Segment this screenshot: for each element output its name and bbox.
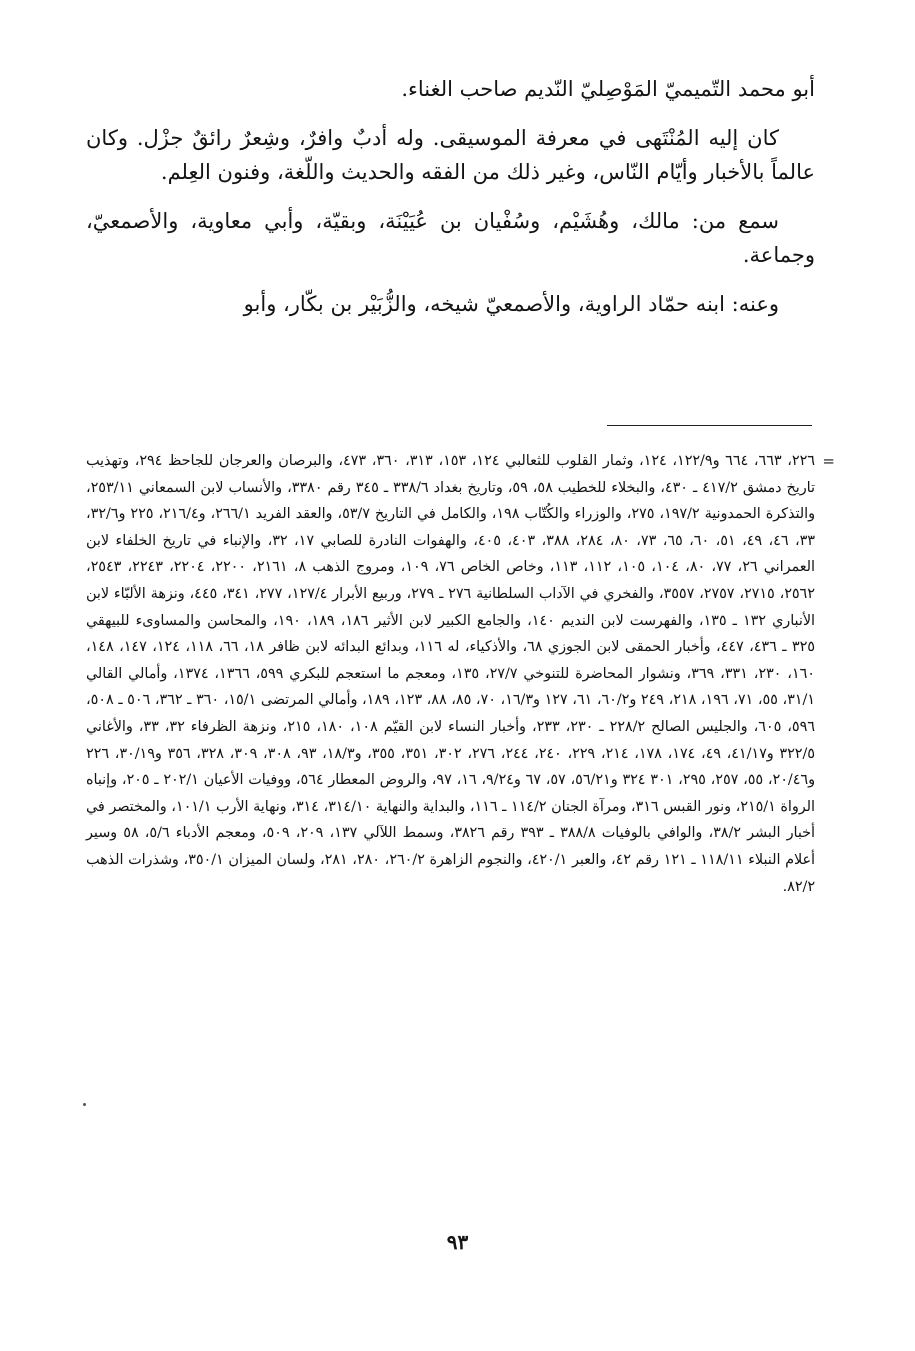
main-text <box>86 72 815 336</box>
paragraph-teachers: سمع من: مالك، وهُشَيْم، وسُفْيان بن عُيَيْنَة، وبقيّة، وأبي معاوية، والأصمعيّ، وجماعة. <box>86 209 815 267</box>
paragraph-biography: كان إليه المُنْتَهى في معرفة الموسيقى. وله أدبٌ وافرٌ، وشِعرٌ رائقٌ جزْل. وكان عالماً بالأخبار وأيّام النّاس، وغير ذلك من الفقه والحديث واللّغة، وفنون العِلم. <box>86 126 815 184</box>
footnote-separator <box>607 425 812 426</box>
paragraph-heading-line: أبو محمد التّميميّ المَوْصِليّ النّديم صاحب الغناء. <box>401 77 815 101</box>
paragraph-students: وعنه: ابنه حمّاد الراوية، والأصمعيّ شيخه، والزُّبَيْر بن بكّار، وأبو <box>243 292 779 316</box>
footnote-text: ٢٢٦، ٦٦٣، ٦٦٤ و١٢٢/٩، ١٢٤، وثمار القلوب للثعالبي ١٢٤، ١٥٣، ٣١٣، ٣٦٠، ٤٧٣، والبرصان والعرجان للجاحظ ٢٩٤، وتهذيب تاريخ دمشق ٤١٧/٢ ـ ٤٣٠، والبخلاء للخطيب ٥٨، ٥٩، وتاريخ بغداد ٣٣٨/٦ ـ ٣٤٥ رقم ٣٣٨٠، والأنساب لابن السمعاني ٢٥٣/١١، والتذكرة الحمدونية ١٩٧/٢، ٢٧٥، والوزراء والكُتّاب ١٩٨، والكامل في التاريخ ٥٣/٧، والعقد الفريد ٢٦٦/١، و٢١٦/٤، ٢٢٥ و٣٢/٦، ٣٣، ٤٦، ٤٩، ٥١، ٦٠، ٦٥، ٧٣، ٨٠، ٢٨٤، ٣٨٨، ٤٠٣، ٤٠٥، والهفوات النادرة للصابي ١٧، ٣٢، والإنباء في تاريخ الخلفاء لابن العمراني ٢٦، ٧٧، ٨٠، ١٠٤، ١٠٥، ١١٢، ١١٣، وخاص الخاص ٧٦، ١٠٩، ومروج الذهب ٨، ٢١٦١، ٢٢٠٠، ٢٢٠٤، ٢٢٤٣، ٢٥٤٣، ٢٥٦٢، ٢٧١٥، ٢٧٥٧، ٣٥٥٧، والفخري في الآداب السلطانية ٢٧٦ ـ ٢٧٩، وربيع الأبرار ١٢٧/٤، ٢٧٧، ٣٤١، ٤٤٥، ونزهة الألبّاء لابن الأنباري ١٣٢ ـ ١٣٥، والفهرست لابن النديم ١٤٠، والجامع الكبير لابن الأثير ١٨٦، ١٨٩، ١٩٠، والمحاسن والمساوىء للبيهقي ٣٢٥ ـ ٤٣٦، ٤٤٧، وأخبار الحمقى لابن الجوزي ٦٨، والأذكياء، له ١١٦، وبدائع البدائه لابن ظافر ١٨، ٦٦، ١١٨، ١٢٤، ١٤٧، ١٤٨، ١٦٠، ٢٣٠، ٣٣١، ٣٦٩، ونشوار المحاضرة للتنوخي ٢٧/٧، ١٣٥، ومعجم ما استعجم للبكري ٥٩٩، ١٣٦٦، ١٣٧٤، وأمالي القالي ٣١/١، ٥٥، ٧١، ١٩٦، ٢١٨، ٢٤٩ و٦٠/٢، ٦١، ١٢٧ و١٦/٣، ٧٠، ٨٥، ٨٨، ١٢٣، ١٨٩، وأمالي المرتضى ١٥/١، ٣٦٠ ـ ٣٦٢، ٥٠٦ ـ ٥٠٨، ٥٩٦، ٦٠٥، والجليس الصالح ٢٢٨/٢ ـ ٢٣٠، ٢٣٣، وأخبار النساء لابن القيّم ١٠٨، ١٨٠، ٢١٥، ونزهة الظرفاء ٣٢، ٣٣، والأغاني ٣٢٢/٥ و٤١/١٧، ٤٩، ١٧٤، ١٧٨، ٢١٤، ٢٢٩، ٢٤٠، ٢٤٤، ٢٧٦، ٣٠٢، ٣٥١، ٣٥٥، و١٨/٣، ٩٣، ٣٠٨، ٣٠٩، ٣٢٨، ٣٥٦ و٣٠/١٩، ٢٢٦ و٢٠/٤٦، ٥٥، ٢٥٧، ٢٩٥، ٣٠١ ٣٢٤ و٥٦/٢١، ٥٧، ٦٧ و٩/٢٤، ١٦، ٩٧، والروض المعطار ٥٦٤، ووفيات الأعيان ٢٠٢/١ ـ ٢٠٥، وإنباه الرواة ٢١٥/١، ونور القبس ٣١٦، ومرآة الجنان ١١٤/٢ ـ ١١٦، والبداية والنهاية ٣١٤/١٠، ٣١٤، ونهاية الأرب ١٠١/١، والمختصر في أخبار البشر ٣٨/٢، والوافي بالوفيات ٣٨٨/٨ ـ ٣٩٣ رقم ٣٨٢٦، وسمط اللآلي ١٣٧، ٢٠٩، ٥٠٩، ومعجم الأدباء ٥/٦، ٥٨ وسير أعلام النبلاء ١١٨/١١ ـ ١٢١ رقم ٤٢، والعبر ٤٢٠/١، والنجوم الزاهرة ٢٦٠/٢، ٢٨٠، ٢٨١، ولسان الميزان ٣٥٠/١، وشذرات الذهب ٨٢/٢. <box>86 453 815 895</box>
footnote <box>86 448 835 900</box>
page-number: ٩٣ <box>446 1230 469 1254</box>
scan-speck <box>83 1103 86 1106</box>
footnote-continuation-marker: = <box>822 452 835 470</box>
